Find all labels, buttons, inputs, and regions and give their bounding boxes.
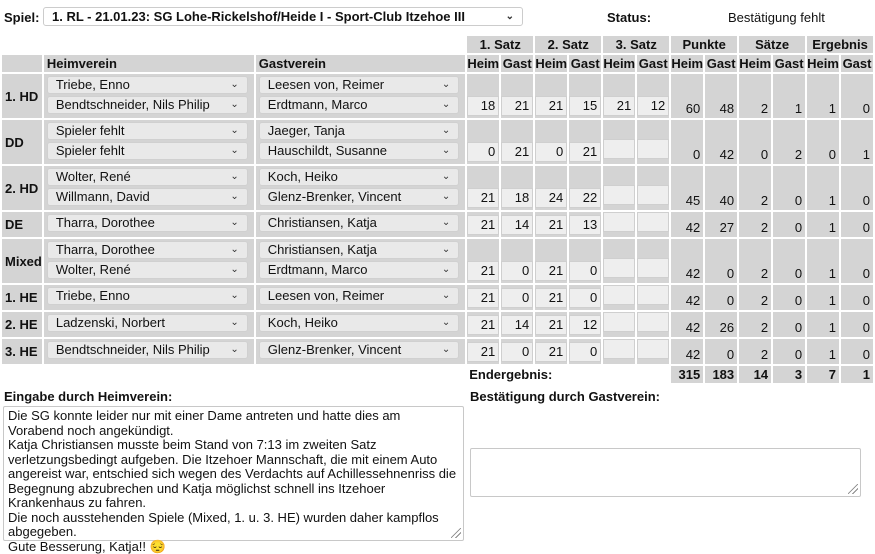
stat-value: 0 [773, 339, 805, 364]
set-score-cell [535, 285, 567, 310]
set-score-cell [637, 285, 669, 310]
chevron-down-icon: ⌄ [230, 317, 239, 328]
total-value: 7 [807, 366, 839, 383]
home-player-name: Ladzenski, Norbert [55, 315, 165, 330]
set-score-input[interactable]: 21 [535, 215, 567, 235]
set-score-input[interactable] [637, 285, 669, 305]
set-score-input[interactable]: 13 [569, 215, 601, 235]
home-player-name: Willmann, David [55, 189, 150, 204]
guest-players [256, 166, 465, 210]
home-player-name: Triebe, Enno [55, 77, 130, 92]
group-header: Punkte [671, 36, 737, 53]
sub-header-heim: Heim [467, 56, 500, 71]
stat-value: 0 [773, 239, 805, 283]
guest-player-select[interactable] [259, 142, 459, 160]
sub-header-gast: Gast [774, 56, 804, 71]
set-score-cell [467, 166, 499, 210]
set-score-input[interactable]: 0 [569, 342, 601, 362]
total-value: 14 [739, 366, 771, 383]
stat-value: 2 [739, 166, 771, 210]
stat-value: 0 [739, 120, 771, 164]
set-score-cell [603, 285, 635, 310]
guest-comment-label: Bestätigung durch Gastverein: [470, 389, 660, 404]
set-score-input[interactable] [603, 285, 635, 305]
stat-value: 1 [841, 120, 873, 164]
set-score-cell [637, 239, 669, 283]
group-header: 2. Satz [535, 36, 601, 53]
chevron-down-icon: ⌄ [441, 317, 451, 328]
chevron-down-icon: ⌄ [441, 79, 451, 90]
corner-cell [2, 55, 42, 72]
set-score-input[interactable]: 21 [467, 261, 499, 281]
set-score-cell [467, 285, 499, 310]
set-score-input[interactable] [637, 139, 669, 159]
chevron-down-icon: ⌄ [441, 217, 451, 228]
spiel-label: Spiel: [4, 9, 40, 25]
set-score-input[interactable]: 24 [535, 188, 567, 208]
match-row [2, 166, 873, 210]
stat-value: 1 [773, 74, 805, 118]
home-players [44, 74, 254, 118]
set-score-input[interactable]: 21 [467, 315, 499, 335]
chevron-down-icon: ⌄ [441, 191, 451, 202]
home-players [44, 166, 254, 210]
guest-player-select[interactable] [259, 188, 459, 206]
set-score-input[interactable] [637, 339, 669, 359]
match-row [2, 312, 873, 337]
stat-value: 0 [705, 239, 737, 283]
chevron-down-icon: ⌄ [441, 145, 451, 156]
set-score-input[interactable]: 0 [501, 342, 533, 362]
set-score-input[interactable]: 0 [467, 142, 499, 162]
set-score-input[interactable]: 21 [467, 215, 499, 235]
set-score-input[interactable] [637, 258, 669, 278]
set-score-input[interactable] [603, 139, 635, 159]
guest-players [256, 239, 465, 283]
set-score-cell [569, 166, 601, 210]
home-player-name: Bendtschneider, Nils Philip [55, 97, 210, 112]
guest-player-name: Christiansen, Katja [267, 215, 377, 230]
stat-value: 0 [841, 166, 873, 210]
match-code: 1. HD [2, 74, 42, 118]
guest-player-name: Erdtmann, Marco [267, 262, 368, 277]
set-score-input[interactable]: 21 [603, 96, 635, 116]
stat-value: 0 [705, 339, 737, 364]
set-score-input[interactable] [637, 312, 669, 332]
guest-player-select[interactable] [259, 96, 459, 114]
home-player-name: Tharra, Dorothee [55, 215, 155, 230]
stat-value: 1 [807, 285, 839, 310]
group-header: Sätze [739, 36, 805, 53]
chevron-down-icon: ⌄ [441, 99, 451, 110]
home-player-select[interactable] [47, 261, 248, 279]
chevron-down-icon: ⌄ [230, 145, 239, 156]
guest-player-select[interactable] [259, 122, 459, 140]
match-row [2, 74, 873, 118]
stat-value: 42 [671, 285, 703, 310]
home-player-name: Spieler fehlt [55, 123, 125, 138]
stat-value: 0 [841, 212, 873, 237]
guest-player-select[interactable] [259, 261, 459, 279]
guest-players [256, 339, 465, 364]
stat-value: 0 [773, 212, 805, 237]
spacer [2, 366, 465, 383]
set-score-input[interactable]: 0 [535, 142, 567, 162]
total-value: 3 [773, 366, 805, 383]
set-score-cell [535, 339, 567, 364]
home-comment-text: Die SG konnte leider nur mit einer Dame antreten und hatte dies am Vorabend noch angekündigt. Katja Christiansen musste beim Stand von 7:13 im zweiten Satz verletzungsbedingt aufgeben. Die Itzehoer Mannschaft, die mit einem Auto angereist war, entschied sich wegen des Verdachts auf Achillessehnenriss die Begegnung abzubrechen und Katja möglichst schnell ins Itzehoer Krankenhaus zu fahren. Die noch ausstehenden Spiele (Mixed, 1. u. 3. HE) wurden daher kampflos abgegeben. Gute Besserung, Katja!! 😔 [8, 408, 457, 554]
chevron-down-icon: ⌄ [230, 217, 239, 228]
match-row [2, 212, 873, 237]
set-score-cell [637, 339, 669, 364]
stat-value: 0 [671, 120, 703, 164]
set-score-cell [535, 239, 567, 283]
chevron-down-icon: ⌄ [441, 290, 451, 301]
set-score-cell [535, 212, 567, 237]
match-code: 2. HE [2, 312, 42, 337]
stat-value: 48 [705, 74, 737, 118]
home-player-select[interactable] [47, 314, 248, 332]
stat-value: 1 [807, 339, 839, 364]
home-comment-textarea[interactable] [3, 406, 464, 554]
home-players [44, 212, 254, 237]
set-score-cell [467, 339, 499, 364]
guest-players [256, 120, 465, 164]
sub-header-gast: Gast [502, 56, 532, 71]
home-player-select[interactable] [47, 287, 248, 305]
set-score-cell [467, 312, 499, 337]
sub-header-gast: Gast [706, 56, 736, 71]
guest-player-name: Hauschildt, Susanne [267, 143, 388, 158]
match-row [2, 120, 873, 164]
match-row [2, 339, 873, 364]
set-score-cell [501, 339, 533, 364]
total-label: Endergebnis: [467, 366, 669, 383]
sub-header-heim: Heim [807, 56, 839, 71]
home-player-select[interactable] [47, 76, 248, 94]
home-player-name: Triebe, Enno [55, 288, 130, 303]
set-score-cell [501, 312, 533, 337]
guest-player-name: Koch, Heiko [267, 315, 338, 330]
sub-header-heim: Heim [603, 56, 636, 71]
set-score-input[interactable]: 21 [569, 142, 601, 162]
set-score-cell [603, 212, 635, 237]
set-score-input[interactable]: 21 [467, 188, 499, 208]
set-score-input[interactable] [603, 185, 635, 205]
set-score-input[interactable]: 0 [501, 261, 533, 281]
home-player-select[interactable] [47, 214, 248, 232]
set-score-cell [637, 312, 669, 337]
set-score-cell [501, 285, 533, 310]
col-home: Heimverein [44, 55, 254, 72]
stat-value: 2 [739, 312, 771, 337]
chevron-down-icon: ⌄ [230, 171, 239, 182]
chevron-down-icon: ⌄ [230, 264, 239, 275]
stat-value: 2 [739, 239, 771, 283]
set-score-cell [637, 166, 669, 210]
stat-value: 42 [671, 239, 703, 283]
chevron-down-icon: ⌄ [230, 191, 239, 202]
stat-value: 0 [773, 166, 805, 210]
total-value: 183 [705, 366, 737, 383]
stat-value: 1 [807, 166, 839, 210]
guest-player-name: Erdtmann, Marco [267, 97, 368, 112]
stat-value: 42 [705, 120, 737, 164]
set-score-cell [467, 120, 499, 164]
guest-player-select[interactable] [259, 241, 459, 259]
set-score-cell [569, 120, 601, 164]
home-player-name: Tharra, Dorothee [55, 242, 155, 257]
set-score-input[interactable]: 14 [501, 215, 533, 235]
guest-players [256, 74, 465, 118]
stat-value: 2 [773, 120, 805, 164]
guest-player-name: Koch, Heiko [267, 169, 338, 184]
set-score-cell [569, 239, 601, 283]
set-score-input[interactable] [603, 312, 635, 332]
sub-header-gast: Gast [570, 56, 600, 71]
set-score-input[interactable] [637, 185, 669, 205]
set-score-cell [501, 212, 533, 237]
set-score-cell [467, 74, 499, 118]
set-score-input[interactable]: 21 [535, 261, 567, 281]
chevron-down-icon: ⌄ [230, 290, 239, 301]
sub-header-heim: Heim [535, 56, 568, 71]
group-header: Ergebnis [807, 36, 873, 53]
set-score-cell [603, 120, 635, 164]
set-score-cell [569, 212, 601, 237]
stat-value: 40 [705, 166, 737, 210]
stat-value: 2 [739, 74, 771, 118]
stat-value: 1 [807, 212, 839, 237]
total-value: 1 [841, 366, 873, 383]
match-code: 2. HD [2, 166, 42, 210]
set-score-cell [603, 339, 635, 364]
set-score-input[interactable]: 12 [569, 315, 601, 335]
home-player-select[interactable] [47, 241, 248, 259]
stat-value: 60 [671, 74, 703, 118]
guest-player-name: Leesen von, Reimer [267, 288, 385, 303]
spiel-select[interactable] [43, 7, 523, 26]
set-score-input[interactable]: 18 [501, 188, 533, 208]
guest-player-name: Glenz-Brenker, Vincent [267, 189, 402, 204]
resize-handle-icon[interactable] [451, 528, 461, 538]
group-header: 1. Satz [467, 36, 533, 53]
set-score-cell [501, 166, 533, 210]
set-score-input[interactable]: 21 [535, 288, 567, 308]
match-code: DD [2, 120, 42, 164]
set-score-cell [603, 239, 635, 283]
home-players [44, 239, 254, 283]
set-score-cell [603, 312, 635, 337]
sub-header-gast: Gast [842, 56, 872, 71]
stat-value: 0 [841, 312, 873, 337]
stat-value: 42 [671, 212, 703, 237]
stat-value: 0 [841, 339, 873, 364]
stat-value: 45 [671, 166, 703, 210]
set-score-input[interactable]: 18 [467, 96, 499, 116]
set-score-cell [501, 74, 533, 118]
chevron-down-icon: ⌄ [441, 171, 451, 182]
home-player-select[interactable] [47, 96, 248, 114]
set-score-input[interactable] [637, 212, 669, 232]
guest-comment-textarea[interactable] [470, 448, 861, 497]
match-code: Mixed [2, 239, 42, 283]
home-players [44, 120, 254, 164]
resize-handle-icon[interactable] [848, 484, 858, 494]
status-label: Status: [607, 10, 652, 25]
results-table [0, 34, 875, 385]
spacer [2, 36, 465, 53]
match-code: DE [2, 212, 42, 237]
total-value: 315 [671, 366, 703, 383]
guest-players [256, 285, 465, 310]
sub-header-heim: Heim [671, 56, 704, 71]
set-score-cell [535, 166, 567, 210]
set-score-input[interactable]: 21 [501, 142, 533, 162]
set-score-input[interactable] [603, 212, 635, 232]
set-score-input[interactable]: 21 [535, 315, 567, 335]
chevron-down-icon: ⌄ [230, 344, 239, 355]
guest-player-select[interactable] [259, 76, 459, 94]
set-score-cell [637, 120, 669, 164]
home-player-name: Wolter, René [55, 169, 131, 184]
set-score-cell [603, 166, 635, 210]
set-score-input[interactable]: 0 [569, 288, 601, 308]
stat-value: 42 [671, 312, 703, 337]
set-score-cell [569, 339, 601, 364]
set-score-cell [569, 74, 601, 118]
stat-value: 0 [705, 285, 737, 310]
stat-value: 42 [671, 339, 703, 364]
chevron-down-icon: ⌄ [230, 79, 239, 90]
col-guest: Gastverein [256, 55, 465, 72]
chevron-down-icon: ⌄ [230, 125, 239, 136]
set-score-input[interactable]: 22 [569, 188, 601, 208]
stat-value: 2 [739, 212, 771, 237]
set-score-cell [467, 239, 499, 283]
stat-value: 0 [807, 120, 839, 164]
stat-value: 1 [807, 312, 839, 337]
guest-player-name: Glenz-Brenker, Vincent [267, 342, 402, 357]
chevron-down-icon: ⌄ [441, 244, 451, 255]
stat-value: 2 [739, 339, 771, 364]
stat-value: 0 [773, 285, 805, 310]
guest-player-select[interactable] [259, 287, 459, 305]
match-row [2, 239, 873, 283]
match-row [2, 285, 873, 310]
set-score-input[interactable]: 21 [467, 288, 499, 308]
sub-header-gast: Gast [638, 56, 668, 71]
set-score-input[interactable] [603, 258, 635, 278]
home-player-select[interactable] [47, 168, 248, 186]
stat-value: 0 [773, 312, 805, 337]
set-score-cell [637, 212, 669, 237]
set-score-input[interactable]: 15 [569, 96, 601, 116]
status-value: Bestätigung fehlt [728, 10, 825, 25]
set-score-cell [569, 285, 601, 310]
set-score-cell [467, 212, 499, 237]
set-score-input[interactable]: 21 [467, 342, 499, 362]
spiel-value: 1. RL - 21.01.23: SG Lohe-Rickelshof/Heide I - Sport-Club Itzehoe III [52, 9, 465, 24]
home-players [44, 285, 254, 310]
stat-value: 26 [705, 312, 737, 337]
guest-player-name: Christiansen, Katja [267, 242, 377, 257]
set-score-input[interactable]: 14 [501, 315, 533, 335]
guest-player-name: Leesen von, Reimer [267, 77, 385, 92]
set-score-cell [501, 120, 533, 164]
set-score-input[interactable]: 12 [637, 96, 669, 116]
match-code: 1. HE [2, 285, 42, 310]
set-score-input[interactable] [603, 339, 635, 359]
stat-value: 1 [807, 74, 839, 118]
home-player-select[interactable] [47, 122, 248, 140]
set-score-input[interactable]: 21 [501, 96, 533, 116]
stat-value: 0 [841, 285, 873, 310]
home-players [44, 339, 254, 364]
guest-player-select[interactable] [259, 168, 459, 186]
chevron-down-icon: ⌄ [505, 11, 514, 22]
home-player-select[interactable] [47, 341, 248, 359]
set-score-cell [501, 239, 533, 283]
set-score-cell [535, 120, 567, 164]
home-player-select[interactable] [47, 142, 248, 160]
guest-player-name: Jaeger, Tanja [267, 123, 345, 138]
set-score-input[interactable]: 0 [501, 288, 533, 308]
chevron-down-icon: ⌄ [441, 264, 451, 275]
set-score-input[interactable]: 0 [569, 261, 601, 281]
set-score-cell [637, 74, 669, 118]
stat-value: 27 [705, 212, 737, 237]
stat-value: 0 [841, 74, 873, 118]
stat-value: 2 [739, 285, 771, 310]
set-score-input[interactable]: 21 [535, 96, 567, 116]
home-player-select[interactable] [47, 188, 248, 206]
home-player-name: Spieler fehlt [55, 143, 125, 158]
stat-value: 0 [841, 239, 873, 283]
chevron-down-icon: ⌄ [441, 125, 451, 136]
set-score-cell [535, 74, 567, 118]
stat-value: 1 [807, 239, 839, 283]
home-players [44, 312, 254, 337]
set-score-cell [603, 74, 635, 118]
total-row [2, 366, 873, 383]
guest-players [256, 212, 465, 237]
guest-player-select[interactable] [259, 341, 459, 359]
chevron-down-icon: ⌄ [441, 344, 451, 355]
group-header: 3. Satz [603, 36, 669, 53]
sub-header-heim: Heim [739, 56, 772, 71]
chevron-down-icon: ⌄ [230, 244, 239, 255]
home-player-name: Wolter, René [55, 262, 131, 277]
guest-player-select[interactable] [259, 314, 459, 332]
chevron-down-icon: ⌄ [230, 99, 239, 110]
match-code: 3. HE [2, 339, 42, 364]
guest-player-select[interactable] [259, 214, 459, 232]
home-player-name: Bendtschneider, Nils Philip [55, 342, 210, 357]
set-score-cell [535, 312, 567, 337]
set-score-input[interactable]: 21 [535, 342, 567, 362]
home-comment-label: Eingabe durch Heimverein: [4, 389, 173, 404]
set-score-cell [569, 312, 601, 337]
guest-players [256, 312, 465, 337]
